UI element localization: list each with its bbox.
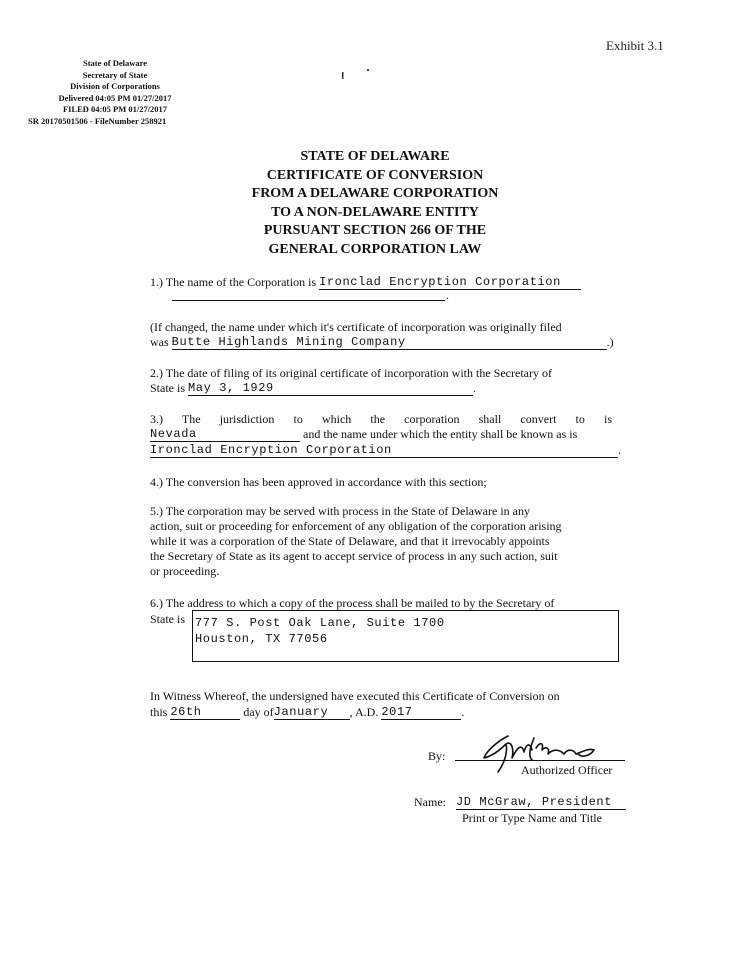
changed-name-close: .) [606,335,614,349]
section-3-line-3: Ironclad Encryption Corporation . [150,443,621,457]
ad-label: , A.D. [349,705,379,719]
title-line: GENERAL CORPORATION LAW [268,241,482,257]
section-4: 4.) The conversion has been approved in accordance with this section; [150,475,487,489]
print-type-label: Print or Type Name and Title [462,811,602,825]
jurisdiction-field: Nevada [150,427,300,442]
changed-name-text: (If changed, the name under which it's certificate of incorporation was originally filed [150,320,562,334]
title-line: STATE OF DELAWARE [300,149,450,164]
stamp-secretary: Secretary of State [82,69,148,80]
address-box [192,610,619,662]
stamp-filed: FILED 04:05 PM 01/27/2017 [62,104,168,114]
authorized-officer-label: Authorized Officer [521,763,613,777]
year-field: 2017 [381,705,461,720]
filing-stamp [28,58,220,127]
section-1 [150,275,581,290]
section-1-continuation-line [172,300,445,301]
day-of-label: day of [243,705,274,719]
section-2-text: 2.) The date of filing of its original certificate of incorporation with the Secretary of [150,366,552,380]
section-1-period: . [446,288,449,302]
section-5 [150,504,562,579]
section-6-text: 6.) The address to which a copy of the process shall be mailed to by the Secretary of [150,596,555,610]
stamp-division: Division of Corporations [70,81,160,91]
section-2-line: State is May 3, 1929 . [150,381,476,395]
day-field: 26th [170,705,240,720]
title-line: PURSUANT SECTION 266 OF THE [263,223,487,238]
entity-name-field: Ironclad Encryption Corporation [150,443,618,458]
name-label: Name: [414,795,446,809]
title-line: FROM A DELAWARE CORPORATION [251,186,499,201]
witness-date-line: this 26th day ofJanuary , A.D. 2017 . [150,705,465,719]
changed-name-line [150,335,614,350]
this-label: this [150,705,168,719]
state-is-label: State is [150,381,185,395]
stamp-file-number: SR 20170501506 - FileNumber 258921 [28,115,167,126]
title-line: TO A NON-DELAWARE ENTITY [271,204,479,220]
was-label: was [150,335,169,349]
document-title [150,148,600,259]
by-label: By: [428,749,446,763]
section-5-line: 5.) The corporation may be served with process in the State of Delaware in any [150,504,530,518]
exhibit-label: Exhibit 3.1 [606,38,664,53]
section-5-line: while it was a corporation of the State of Delaware, and that it irrevocably appoints [150,534,550,548]
corporation-name-field: Ironclad Encryption Corporation [319,275,581,290]
filing-date-field: May 3, 1929 [188,381,473,396]
witness-text: In Witness Whereof, the undersigned have executed this Certificate of Conversion on [150,689,560,703]
scan-specks [340,66,380,86]
section-3-mid-text: and the name under which the entity shall be known as is [303,427,578,441]
stamp-state: State of Delaware [82,58,148,68]
original-name-field: Butte Highlands Mining Company [172,335,607,350]
section-3-line-2 [150,427,577,442]
section-1-prefix: 1.) The name of the Corporation is [150,275,317,289]
section-5-line: action, suit or proceeding for enforcement of any obligation of the corporation arising [150,519,562,533]
address-line-1: 777 S. Post Oak Lane, Suite 1700 [195,616,445,630]
address-line-2: Houston, TX 77056 [195,632,328,646]
title-line: CERTIFICATE OF CONVERSION [266,167,484,183]
stamp-delivered: Delivered 04:05 PM 01/27/2017 [58,92,172,103]
name-title-field: JD McGraw, President [456,795,626,810]
section-5-line: or proceeding. [150,564,220,578]
section-5-line: the Secretary of State as its agent to accept service of process in any such action, suit [150,549,558,563]
month-field: January [274,705,350,720]
section-3-text: 3.) The jurisdiction to which the corporation shall convert to is [150,412,612,426]
section-6-state-is: State is [150,612,185,626]
